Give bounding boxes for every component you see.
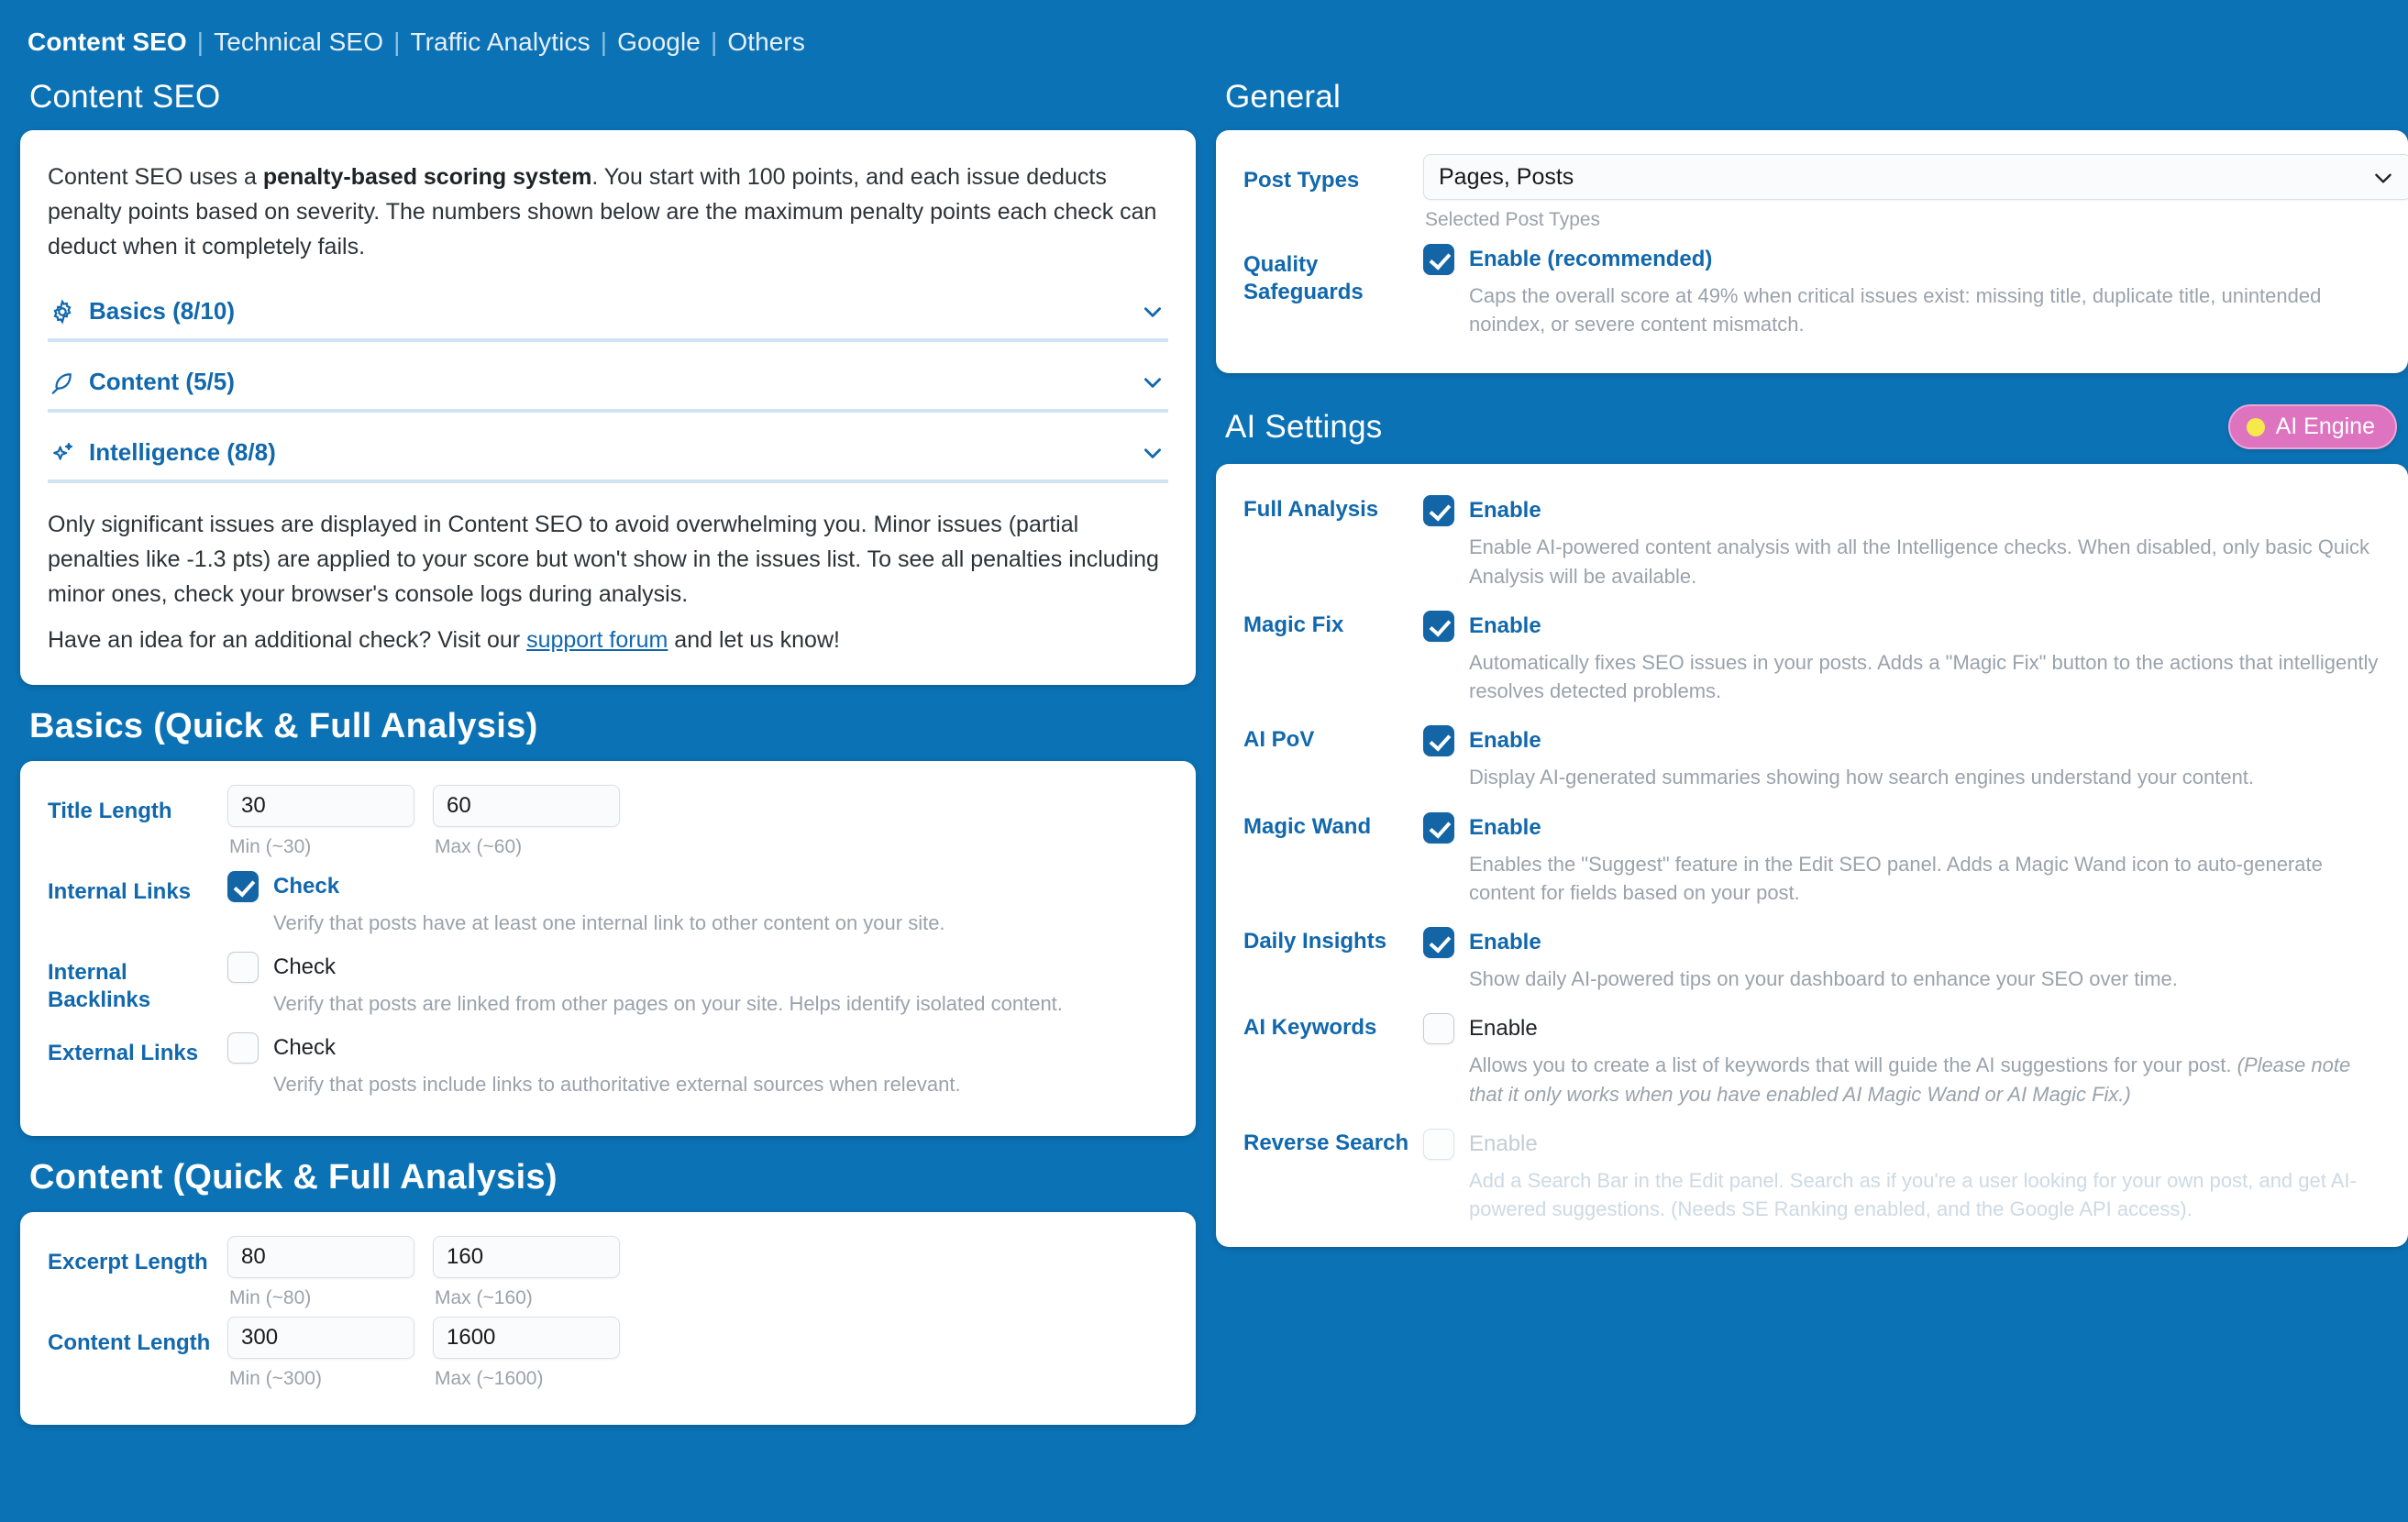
post-types-selected-value: Pages, Posts (1439, 163, 1574, 190)
daily-insights-label: Daily Insights (1243, 929, 1387, 954)
ai-settings-header (1225, 404, 2397, 449)
ai-row-magic-fix (1243, 605, 2380, 705)
internal-backlinks-checkbox[interactable] (227, 952, 259, 983)
chevron-down-icon[interactable] (1141, 441, 1165, 465)
post-types-label: Post Types (1243, 168, 1360, 193)
ai-keywords-description-note: (Please note that it only works when you have enabled AI Magic Wand or AI Magic Fix.) (1469, 1053, 2351, 1106)
intro-paragraph-2: Only significant issues are displayed in Content SEO to avoid overwhelming you. Minor issues (partial penalties like -1.3 pts) are applied to your score but won't show in the issues list. To see all penalties including minor ones, check your browser's console logs during analysis. (48, 512, 1159, 607)
ai-engine-badge-label: AI Engine (2275, 414, 2375, 440)
nav-tab-others[interactable]: Others (727, 28, 805, 56)
chevron-down-icon[interactable] (1141, 370, 1165, 394)
magic-wand-checkbox[interactable] (1423, 812, 1454, 844)
field-row-content-length (48, 1317, 1168, 1390)
ai-engine-badge[interactable] (2228, 404, 2397, 449)
excerpt-length-min-input[interactable] (227, 1236, 414, 1278)
external-links-check-label: Check (273, 1035, 337, 1061)
title-length-min-hint: Min (~30) (229, 836, 312, 857)
nav-separator: | (600, 28, 608, 56)
content-card (20, 1212, 1196, 1425)
ai-row-ai-pov (1243, 720, 2380, 791)
reverse-search-description: Add a Search Bar in the Edit panel. Search as if you're a user looking for your own post, and get AI-powered suggestions. (Needs SE Ranking enabled, and the Google API access). (1469, 1168, 2357, 1221)
field-row-post-types (1243, 154, 2380, 231)
content-length-max-input[interactable] (433, 1317, 620, 1359)
basics-section-title: Basics (Quick & Full Analysis) (29, 707, 538, 745)
field-row-excerpt-length (48, 1236, 1168, 1309)
intro-text-let-us-know: and let us know! (668, 627, 840, 653)
internal-links-description: Verify that posts have at least one internal link to other content on your site. (273, 911, 945, 934)
nav-separator: | (196, 28, 204, 56)
nav-tab-content-seo[interactable]: Content SEO (28, 28, 187, 56)
feather-icon (50, 369, 75, 395)
ai-keywords-checkbox[interactable] (1423, 1013, 1454, 1044)
internal-links-checkbox[interactable] (227, 871, 259, 902)
internal-links-label: Internal Links (48, 879, 192, 904)
nav-separator: | (393, 28, 401, 56)
field-row-external-links (48, 1027, 1168, 1098)
ai-row-full-analysis (1243, 490, 2380, 590)
accordion-intelligence[interactable] (48, 433, 1168, 483)
magic-fix-description: Automatically fixes SEO issues in your posts. Adds a "Magic Fix" button to the actions that intelligently resolves detected problems. (1469, 650, 2379, 703)
accordion-content[interactable] (48, 362, 1168, 413)
nav-tab-traffic-analytics[interactable]: Traffic Analytics (410, 28, 591, 56)
title-length-max-hint: Max (~60) (435, 836, 523, 857)
daily-insights-description: Show daily AI-powered tips on your dashboard to enhance your SEO over time. (1469, 967, 2178, 991)
ai-keywords-description-text: Allows you to create a list of keywords that will guide the AI suggestions for your post. (1469, 1053, 2237, 1077)
nav-tab-technical-seo[interactable]: Technical SEO (214, 28, 384, 56)
internal-backlinks-description: Verify that posts are linked from other pages on your site. Helps identify isolated content. (273, 992, 1063, 1016)
status-dot-icon (2247, 418, 2265, 436)
chevron-down-icon[interactable] (2371, 166, 2395, 190)
ai-row-ai-keywords (1243, 1008, 2380, 1108)
content-length-label: Content Length (48, 1329, 211, 1355)
content-length-min-hint: Min (~300) (229, 1367, 322, 1389)
top-nav (0, 0, 2408, 57)
content-length-max-hint: Max (~1600) (435, 1367, 544, 1389)
field-row-title-length (48, 785, 1168, 858)
magic-fix-checkbox[interactable] (1423, 611, 1454, 642)
full-analysis-description: Enable AI-powered content analysis with all the Intelligence checks. When disabled, only basic Quick Analysis will be available. (1469, 535, 2369, 588)
accordion-intelligence-label: Intelligence (8/8) (89, 438, 276, 466)
field-row-internal-backlinks (48, 946, 1168, 1018)
basics-card (20, 761, 1196, 1136)
magic-wand-label: Magic Wand (1243, 813, 1372, 839)
gear-icon (50, 299, 75, 325)
content-length-min-input[interactable] (227, 1317, 414, 1359)
content-section-title: Content (Quick & Full Analysis) (29, 1157, 558, 1197)
intro-text-have-idea: Have an idea for an additional check? Visit our (48, 627, 527, 653)
ai-pov-label: AI PoV (1243, 727, 1315, 753)
intro-text-bold: penalty-based scoring system (262, 164, 592, 190)
reverse-search-check-label: Enable (1469, 1130, 1538, 1156)
ai-pov-description: Display AI-generated summaries showing how search engines understand your content. (1469, 766, 2255, 789)
excerpt-length-min-hint: Min (~80) (229, 1286, 312, 1308)
external-links-checkbox[interactable] (227, 1032, 259, 1064)
quality-safeguards-check-label: Enable (recommended) (1469, 247, 1713, 271)
excerpt-length-max-hint: Max (~160) (435, 1286, 533, 1308)
ai-settings-card (1216, 464, 2408, 1247)
magic-fix-label: Magic Fix (1243, 612, 1344, 637)
ai-settings-title: AI Settings (1225, 408, 1383, 445)
ai-row-magic-wand (1243, 807, 2380, 907)
ai-row-daily-insights (1243, 921, 2380, 993)
magic-fix-check-label: Enable (1469, 612, 1541, 638)
accordion-content-label: Content (5/5) (89, 368, 235, 395)
post-types-hint: Selected Post Types (1425, 209, 1601, 230)
ai-keywords-label: AI Keywords (1243, 1015, 1377, 1041)
reverse-search-checkbox (1423, 1129, 1454, 1160)
field-row-internal-links (48, 866, 1168, 937)
general-card (1216, 130, 2408, 373)
ai-pov-checkbox[interactable] (1423, 725, 1454, 756)
accordion-basics[interactable] (48, 292, 1168, 342)
check-group-accordions (48, 292, 1168, 483)
title-length-max-input[interactable] (433, 785, 620, 827)
external-links-label: External Links (48, 1041, 199, 1066)
quality-safeguards-checkbox[interactable] (1423, 244, 1454, 275)
settings-columns (0, 57, 2408, 1425)
internal-backlinks-check-label: Check (273, 954, 337, 980)
accordion-basics-label: Basics (8/10) (89, 297, 235, 325)
general-section-title: General (1225, 79, 1341, 115)
nav-separator: | (710, 28, 718, 56)
chevron-down-icon[interactable] (1141, 300, 1165, 324)
internal-links-check-label: Check (273, 874, 340, 899)
intro-paragraph-3 (48, 623, 1168, 657)
internal-backlinks-label: Internal Backlinks (48, 960, 151, 1013)
external-links-description: Verify that posts include links to authoritative external sources when relevant. (273, 1073, 961, 1097)
nav-tab-google[interactable]: Google (617, 28, 701, 56)
intro-text-a: Content SEO uses a (48, 164, 263, 190)
excerpt-length-max-input[interactable] (433, 1236, 620, 1278)
full-analysis-label: Full Analysis (1243, 497, 1379, 523)
magic-wand-check-label: Enable (1469, 814, 1541, 840)
full-analysis-check-label: Enable (1469, 498, 1541, 524)
daily-insights-check-label: Enable (1469, 930, 1541, 955)
post-types-select[interactable] (1423, 154, 2408, 200)
right-column (1216, 57, 2408, 1247)
content-seo-info-card (20, 130, 1196, 685)
support-forum-link[interactable]: support forum (526, 627, 668, 653)
magic-wand-description: Enables the "Suggest" feature in the Edit SEO panel. Adds a Magic Wand icon to auto-generate content for fields based on your post. (1469, 852, 2323, 904)
intro-text-c: . You start with 100 points, and each issue deducts penalty points based on severity. The numbers shown below are the maximum penalty points each check can deduct when it completely fails. (48, 164, 1157, 259)
ai-keywords-check-label: Enable (1469, 1016, 1538, 1042)
excerpt-length-label: Excerpt Length (48, 1249, 208, 1274)
title-length-label: Title Length (48, 799, 172, 823)
title-length-min-input[interactable] (227, 785, 414, 827)
field-row-quality-safeguards (1243, 238, 2380, 338)
sparkles-icon (50, 440, 75, 466)
daily-insights-checkbox[interactable] (1423, 927, 1454, 958)
left-column (20, 57, 1196, 1425)
quality-safeguards-label: Quality Safeguards (1243, 252, 1364, 304)
intro-paragraph-1 (48, 160, 1168, 264)
ai-keywords-description (1469, 1051, 2380, 1108)
quality-safeguards-description: Caps the overall score at 49% when critical issues exist: missing title, duplicate title, unintended noindex, or severe content mismatch. (1469, 284, 2322, 336)
full-analysis-checkbox[interactable] (1423, 495, 1454, 526)
ai-row-reverse-search (1243, 1123, 2380, 1223)
page-title: Content SEO (29, 79, 221, 115)
reverse-search-label: Reverse Search (1243, 1130, 1409, 1155)
ai-pov-check-label: Enable (1469, 728, 1541, 754)
